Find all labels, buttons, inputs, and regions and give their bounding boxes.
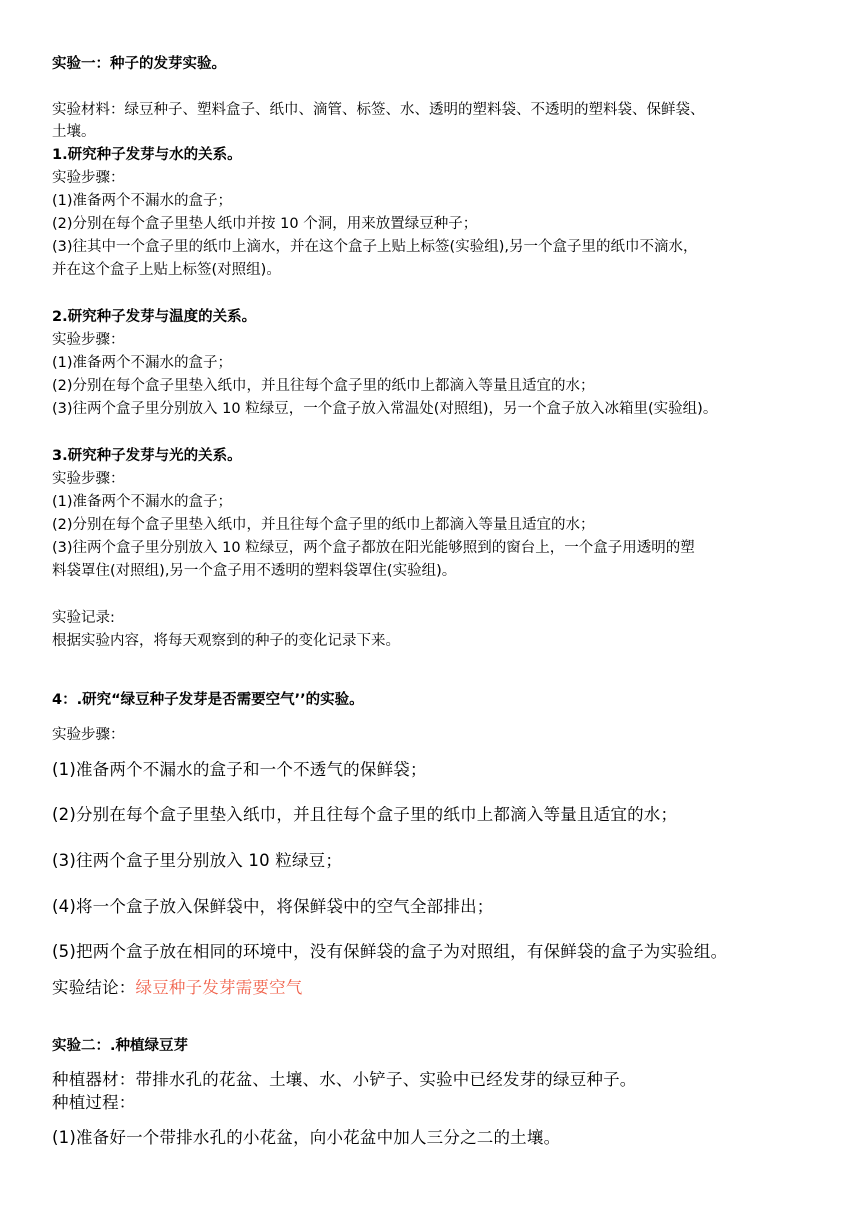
section-1-title: 1.研究种子发芽与水的关系。 <box>52 147 242 163</box>
section-4-step-1: (1)准备两个不漏水的盒子和一个不透气的保鲜袋； <box>52 760 427 779</box>
section-4-conclusion <box>52 978 822 998</box>
exp2-step-1: (1)准备好一个带排水孔的小花盆，向小花盆中加人三分之二的土壤。 <box>52 1128 561 1147</box>
conclusion-text: 绿豆种子发芽需要空气 <box>135 978 303 997</box>
section-3-step-1: (1)准备两个不漏水的盒子； <box>52 494 233 510</box>
section-3-step-2: (2)分别在每个盒子里垫入纸巾，并且往每个盒子里的纸巾上都滴入等量且适宜的水； <box>52 517 595 533</box>
section-2-step-1: (1)准备两个不漏水的盒子； <box>52 355 233 371</box>
section-4-step-2: (2)分别在每个盒子里垫入纸巾，并且往每个盒子里的纸巾上都滴入等量且适宜的水； <box>52 805 678 824</box>
exp1-title: 实验一：种子的发芽实验。 <box>52 56 226 72</box>
section-4-step-4: (4)将一个盒子放入保鲜袋中，将保鲜袋中的空气全部排出； <box>52 897 494 916</box>
section-4-step-3: (3)往两个盒子里分别放入 10 粒绿豆； <box>52 851 343 870</box>
conclusion-label: 实验结论： <box>52 978 136 997</box>
exp2-process-label: 种植过程： <box>52 1093 136 1112</box>
section-4-title: 4：.研究“绿豆种子发芽是否需要空气’’的实验。 <box>52 692 364 708</box>
materials-line-2: 土壤。 <box>52 124 96 140</box>
section-1-step-3b: 并在这个盒子上贴上标签(对照组)。 <box>52 262 281 278</box>
record-text: 根据实验内容，将每天观察到的种子的变化记录下来。 <box>52 633 400 649</box>
section-2-steps-label: 实验步骤： <box>52 332 125 348</box>
section-3-steps-label: 实验步骤： <box>52 471 125 487</box>
section-4-steps-label: 实验步骤： <box>52 727 125 743</box>
section-4-step-5: (5)把两个盒子放在相同的环境中，没有保鲜袋的盒子为对照组，有保鲜袋的盒子为实验组。 <box>52 942 728 961</box>
section-3-step-3a: (3)往两个盒子里分别放入 10 粒绿豆，两个盒子都放在阳光能够照到的窗台上，一个盒子用透明的塑 <box>52 540 695 556</box>
materials-line-1: 实验材料：绿豆种子、塑料盒子、纸巾、滴管、标签、水、透明的塑料袋、不透明的塑料袋、保鲜袋、 <box>52 102 705 118</box>
section-1-step-2: (2)分别在每个盒子里垫人纸巾并按 10 个洞，用来放置绿豆种子； <box>52 216 478 232</box>
section-3-step-3b: 料袋罩住(对照组),另一个盒子用不透明的塑料袋罩住(实验组)。 <box>52 563 457 579</box>
section-1-step-1: (1)准备两个不漏水的盒子； <box>52 193 233 209</box>
section-3-title: 3.研究种子发芽与光的关系。 <box>52 448 242 464</box>
record-label: 实验记录: <box>52 610 115 626</box>
exp2-title: 实验二：.种植绿豆芽 <box>52 1038 189 1054</box>
section-2-title: 2.研究种子发芽与温度的关系。 <box>52 309 257 325</box>
section-2-step-2: (2)分别在每个盒子里垫入纸巾，并且往每个盒子里的纸巾上都滴入等量且适宜的水； <box>52 378 595 394</box>
section-1-steps-label: 实验步骤： <box>52 170 125 186</box>
section-2-step-3: (3)往两个盒子里分别放入 10 粒绿豆，一个盒子放入常温处(对照组)，另一个盒子放入冰箱里(实验组)。 <box>52 401 718 417</box>
section-1-step-3a: (3)往其中一个盒子里的纸巾上滴水，并在这个盒子上贴上标签(实验组),另一个盒子里的纸巾不滴水， <box>52 239 698 255</box>
exp2-tools: 种植器材：带排水孔的花盆、土壤、水、小铲子、实验中已经发芽的绿豆种子。 <box>52 1070 637 1089</box>
